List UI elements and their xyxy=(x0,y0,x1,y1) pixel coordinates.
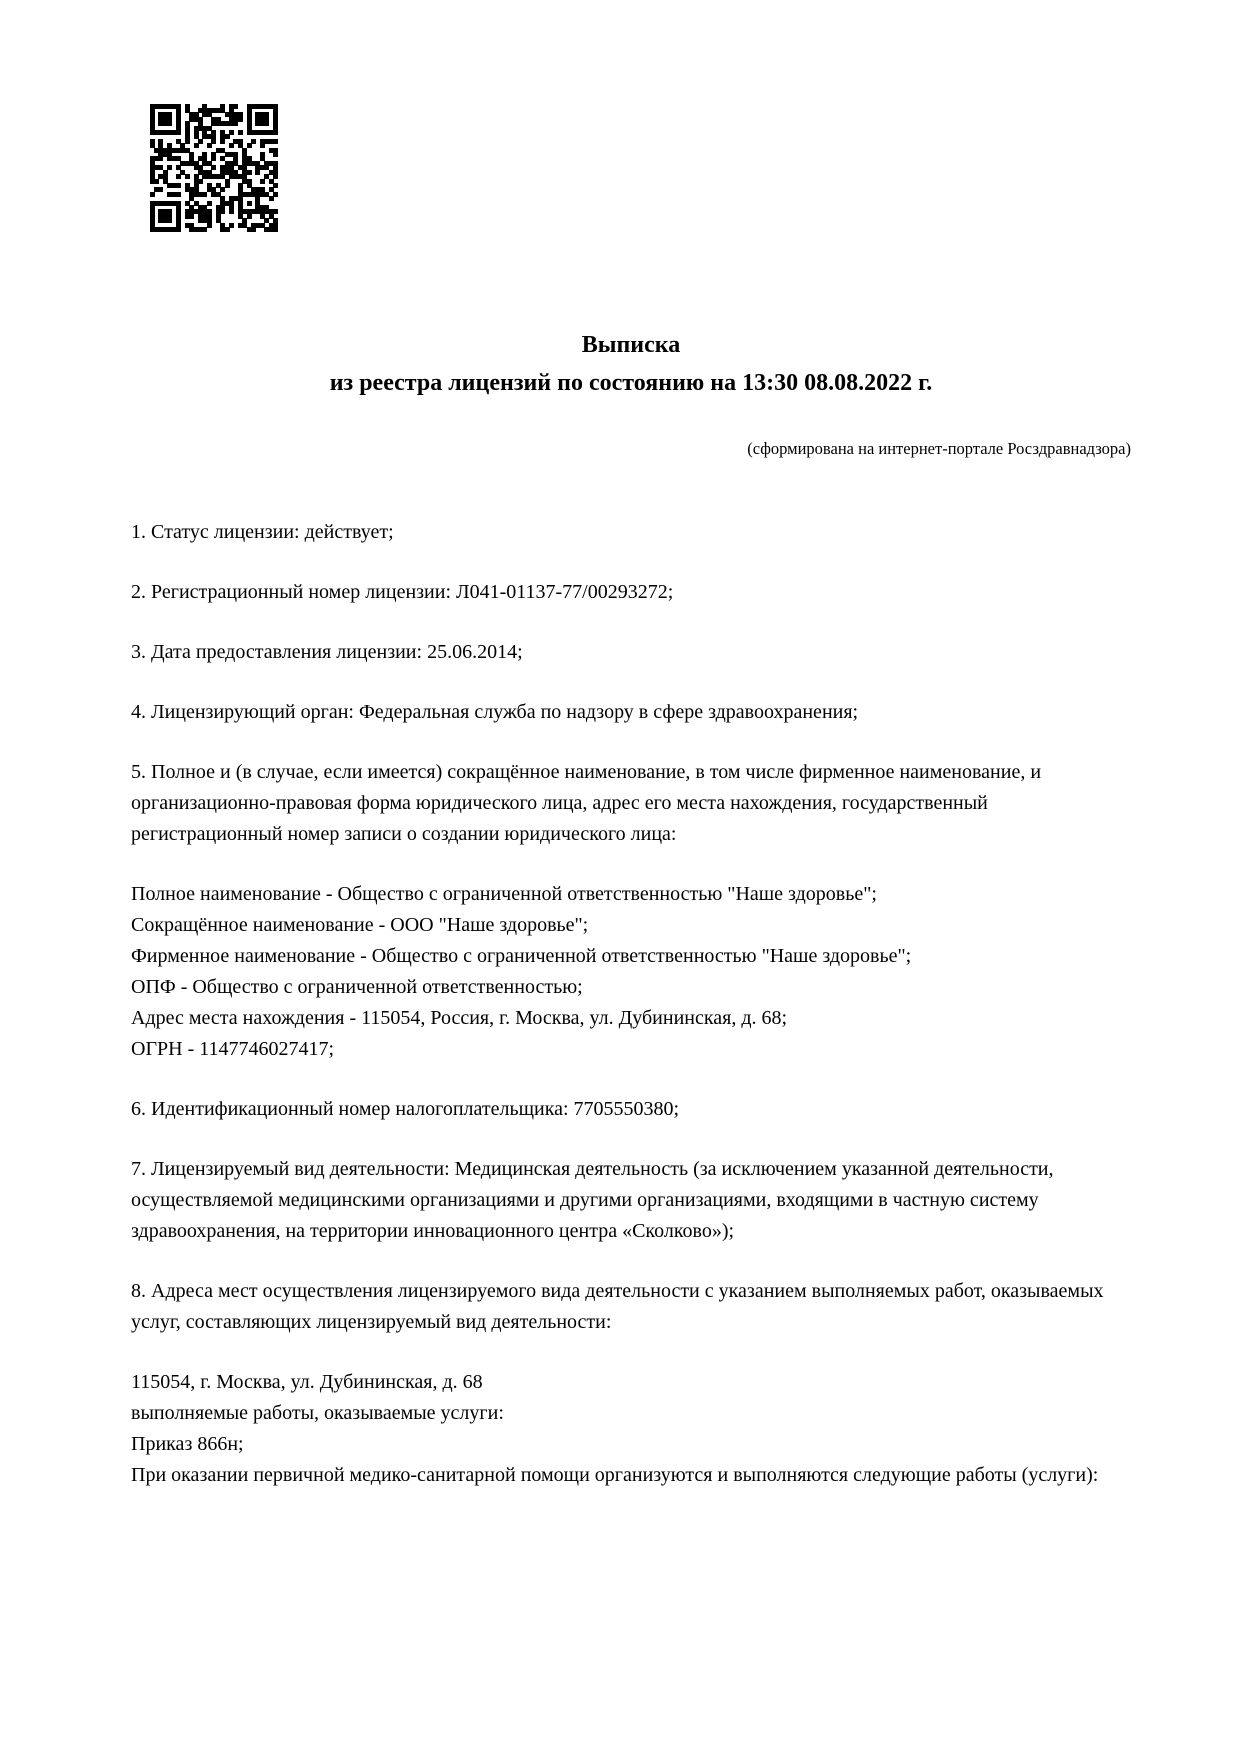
paragraph xyxy=(131,1154,1132,1247)
paragraph xyxy=(131,697,1132,728)
paragraph-line: ОГРН - 1147746027417; xyxy=(131,1038,335,1060)
paragraph-line: 5. Полное и (в случае, если имеется) сокращённое наименование, в том числе фирменное наименование, и организационно-правовая форма юридического лица, адрес его места нахождения, государственный регистрационный номер записи о создании юридического лица: xyxy=(131,761,1042,845)
paragraph-line: 2. Регистрационный номер лицензии: Л041-01137-77/00293272; xyxy=(131,581,674,603)
paragraph-line: При оказании первичной медико-санитарной помощи организуются и выполняются следующие работы (услуги): xyxy=(131,1464,1099,1486)
paragraph-line: 1. Статус лицензии: действует; xyxy=(131,521,394,543)
paragraph-line: ОПФ - Общество с ограниченной ответственностью; xyxy=(131,976,583,998)
document-title xyxy=(131,326,1131,402)
paragraph-line: 115054, г. Москва, ул. Дубининская, д. 68 xyxy=(131,1371,483,1393)
paragraph-line: Адрес места нахождения - 115054, Россия, г. Москва, ул. Дубининская, д. 68; xyxy=(131,1007,788,1029)
document-subtitle: (сформирована на интернет-портале Росздравнадзора) xyxy=(747,439,1131,458)
paragraph xyxy=(131,517,1132,548)
qr-code-icon xyxy=(150,104,278,232)
paragraph xyxy=(131,879,1132,1065)
title-line-2: из реестра лицензий по состоянию на 13:30 08.08.2022 г. xyxy=(329,370,933,396)
paragraph xyxy=(131,577,1132,608)
title-line-1: Выписка xyxy=(581,332,681,358)
paragraph xyxy=(131,1276,1132,1338)
paragraph xyxy=(131,1367,1132,1491)
paragraph-line: 3. Дата предоставления лицензии: 25.06.2014; xyxy=(131,641,523,663)
paragraph-line: выполняемые работы, оказываемые услуги: xyxy=(131,1402,504,1424)
paragraph xyxy=(131,1094,1132,1125)
paragraph xyxy=(131,637,1132,668)
paragraph-line: 8. Адреса мест осуществления лицензируемого вида деятельности с указанием выполняемых работ, оказываемых услуг, составляющих лицензируемый вид деятельности: xyxy=(131,1280,1104,1333)
paragraph-line: Фирменное наименование - Общество с ограниченной ответственностью "Наше здоровье"; xyxy=(131,945,912,967)
paragraph-line: Полное наименование - Общество с ограниченной ответственностью "Наше здоровье"; xyxy=(131,883,877,905)
paragraph-line: 6. Идентификационный номер налогоплательщика: 7705550380; xyxy=(131,1098,680,1120)
paragraph-line: 7. Лицензируемый вид деятельности: Медицинская деятельность (за исключением указанной деятельности, осуществляемой медицинскими организациями и другими организациями, входящими в частную систему здравоохранения, на территории инновационного центра «Сколково»); xyxy=(131,1158,1054,1242)
document-body xyxy=(131,517,1132,1520)
paragraph xyxy=(131,757,1132,850)
paragraph-line: Приказ 866н; xyxy=(131,1433,244,1455)
paragraph-line: Сокращённое наименование - ООО "Наше здоровье"; xyxy=(131,914,589,936)
paragraph-line: 4. Лицензирующий орган: Федеральная служба по надзору в сфере здравоохранения; xyxy=(131,701,859,723)
